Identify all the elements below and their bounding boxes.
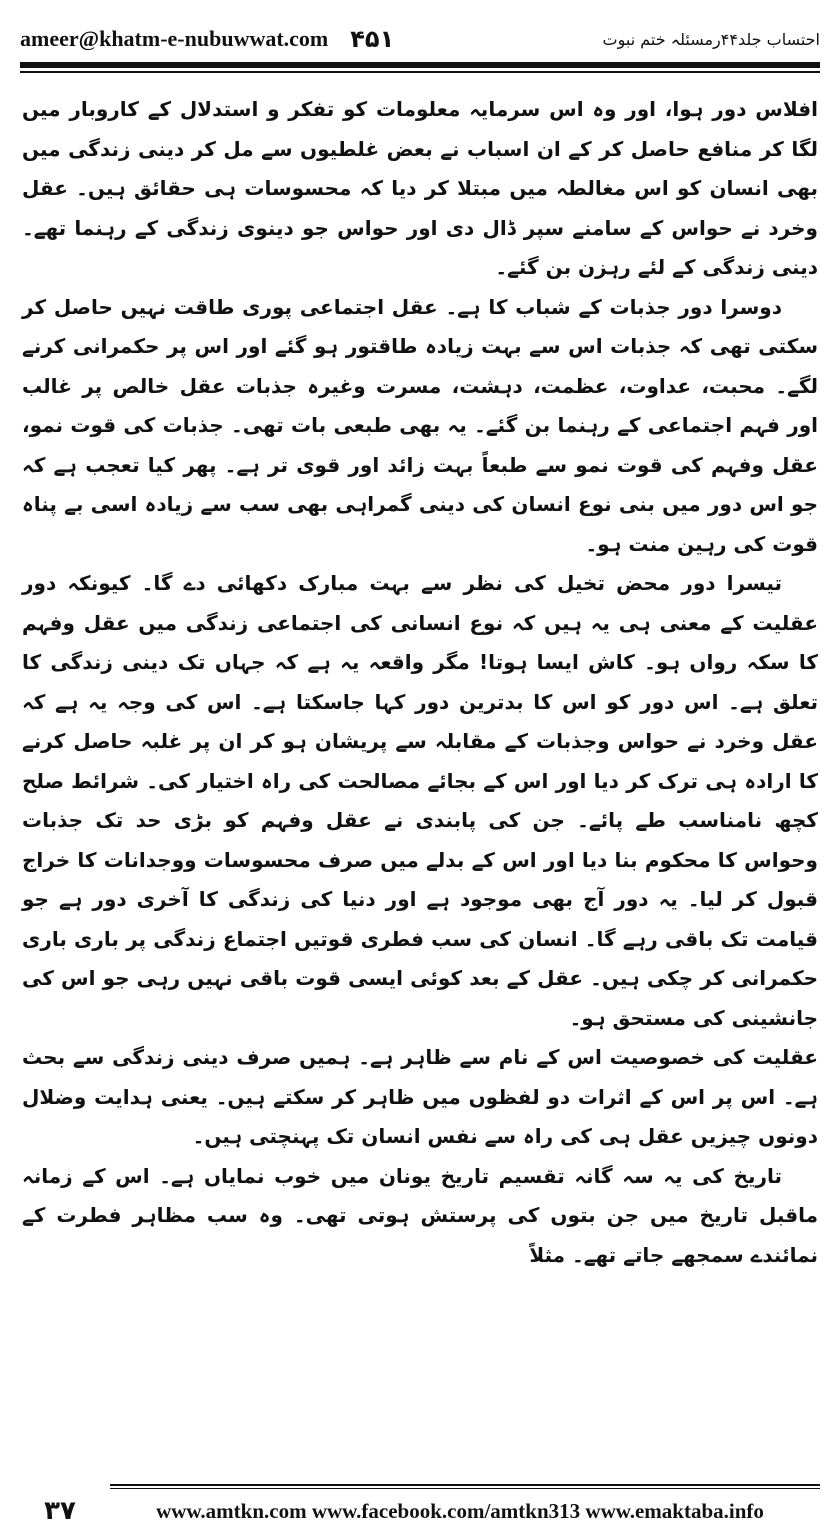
header-email: ameer@khatm-e-nubuwwat.com [20, 26, 329, 51]
paragraph-1: افلاس دور ہوا، اور وہ اس سرمایہ معلومات کو تفکر و استدلال کے کاروبار میں لگا کر منافع حاصل کر کے ان اسباب نے بعض غلطیوں سے مل کر دینی زندگی میں بھی انسان کو اس مغالطہ میں مبتلا کر دیا کہ محسوسات ہی حقائق ہیں۔ عقل وخرد نے حواس کے سامنے سپر ڈال دی اور حواس جو دینوی زندگی کے رہنما تھے۔ دینی زندگی کے لئے رہزن بن گئے۔ [22, 97, 818, 279]
header-rule-thin [20, 71, 820, 73]
header-page-number: ۴۵۱ [350, 25, 395, 53]
header-left [20, 25, 394, 53]
page-footer [20, 1490, 820, 1532]
footer-page-number: ۳۷ [44, 1496, 76, 1526]
page-content [22, 90, 818, 1470]
paragraph-4: عقلیت کی خصوصیت اس کے نام سے ظاہر ہے۔ ہمیں صرف دینی زندگی سے بحث ہے۔ اس پر اس کے اثرات دو لفظوں میں ظاہر کر سکتے ہیں۔ یعنی ہدایت وضلال دونوں چیزیں عقل ہی کی راہ سے نفس انسان تک پہنچتی ہیں۔ [22, 1045, 818, 1148]
header-rule-thick [20, 62, 820, 68]
paragraph-2: دوسرا دور جذبات کے شباب کا ہے۔ عقل اجتماعی پوری طاقت نہیں حاصل کر سکتی تھی کہ جذبات اس سے بہت زیادہ طاقتور ہو گئے اور اس پر حکمرانی کرنے لگے۔ محبت، عداوت، عظمت، دہشت، مسرت وغیرہ جذبات عقل خالص پر غالب اور فہم اجتماعی کے رہنما بن گئے۔ یہ بھی طبعی بات تھی۔ جذبات کی قوت نمو، عقل وفہم کی قوت نمو سے طبعاً بہت زائد اور قوی تر ہے۔ پھر کیا تعجب ہے کہ جو اس دور میں بنی نوع انسان کی دینی گمراہی بھی سب سے زیادہ اسی بے پناہ قوت کی رہین منت ہو۔ [22, 294, 818, 556]
header-book-title: احتساب جلد۴۴رمسئلہ ختم نبوت [602, 29, 820, 49]
paragraph-3: تیسرا دور محض تخیل کی نظر سے بہت مبارک دکھائی دے گا۔ کیونکہ دور عقلیت کے معنی ہی یہ ہیں کہ نوع انسانی کی اجتماعی زندگی میں عقل وفہم کا سکہ رواں ہو۔ کاش ایسا ہوتا! مگر واقعہ یہ ہے کہ جہاں تک دینی زندگی کا تعلق ہے۔ اس دور کو اس کا بدترین دور کہا جاسکتا ہے۔ اس کی وجہ یہ ہے کہ عقل وخرد نے حواس وجذبات کے مقابلہ سے پریشان ہو کر ان پر غلبہ حاصل کرنے کا ارادہ ہی ترک کر دیا اور اس کے بجائے مصالحت کی راہ اختیار کی۔ شرائط صلح کچھ نامناسب طے پائے۔ جن کی پابندی نے عقل وفہم کو بڑی حد تک جذبات وحواس کا محکوم بنا دیا اور اس کے بدلے میں صرف محسوسات ووجدانات کا خراج قبول کر لیا۔ یہ دور آج بھی موجود ہے اور دنیا کی زندگی کا آخری دور ہے جو قیامت تک باقی رہے گا۔ انسان کی سب فطری قوتیں اجتماع زندگی پر باری باری حکمرانی کر چکی ہیں۔ عقل کے بعد کوئی ایسی قوت باقی نہیں رہی جو اس کی جانشینی کی مستحق ہو۔ [22, 571, 818, 1030]
footer-links: www.amtkn.com www.facebook.com/amtkn313 www.emaktaba.info [156, 1498, 764, 1523]
footer-rule [110, 1484, 820, 1486]
page-header [20, 22, 820, 56]
footer-rule-thin [110, 1488, 820, 1489]
paragraph-5: تاریخ کی یہ سہ گانہ تقسیم تاریخ یونان میں خوب نمایاں ہے۔ اس کے زمانہ ماقبل تاریخ میں جن بتوں کی پرستش ہوتی تھی۔ وہ سب مظاہر فطرت کے نمائندے سمجھے جاتے تھے۔ مثلاً [22, 1163, 818, 1267]
